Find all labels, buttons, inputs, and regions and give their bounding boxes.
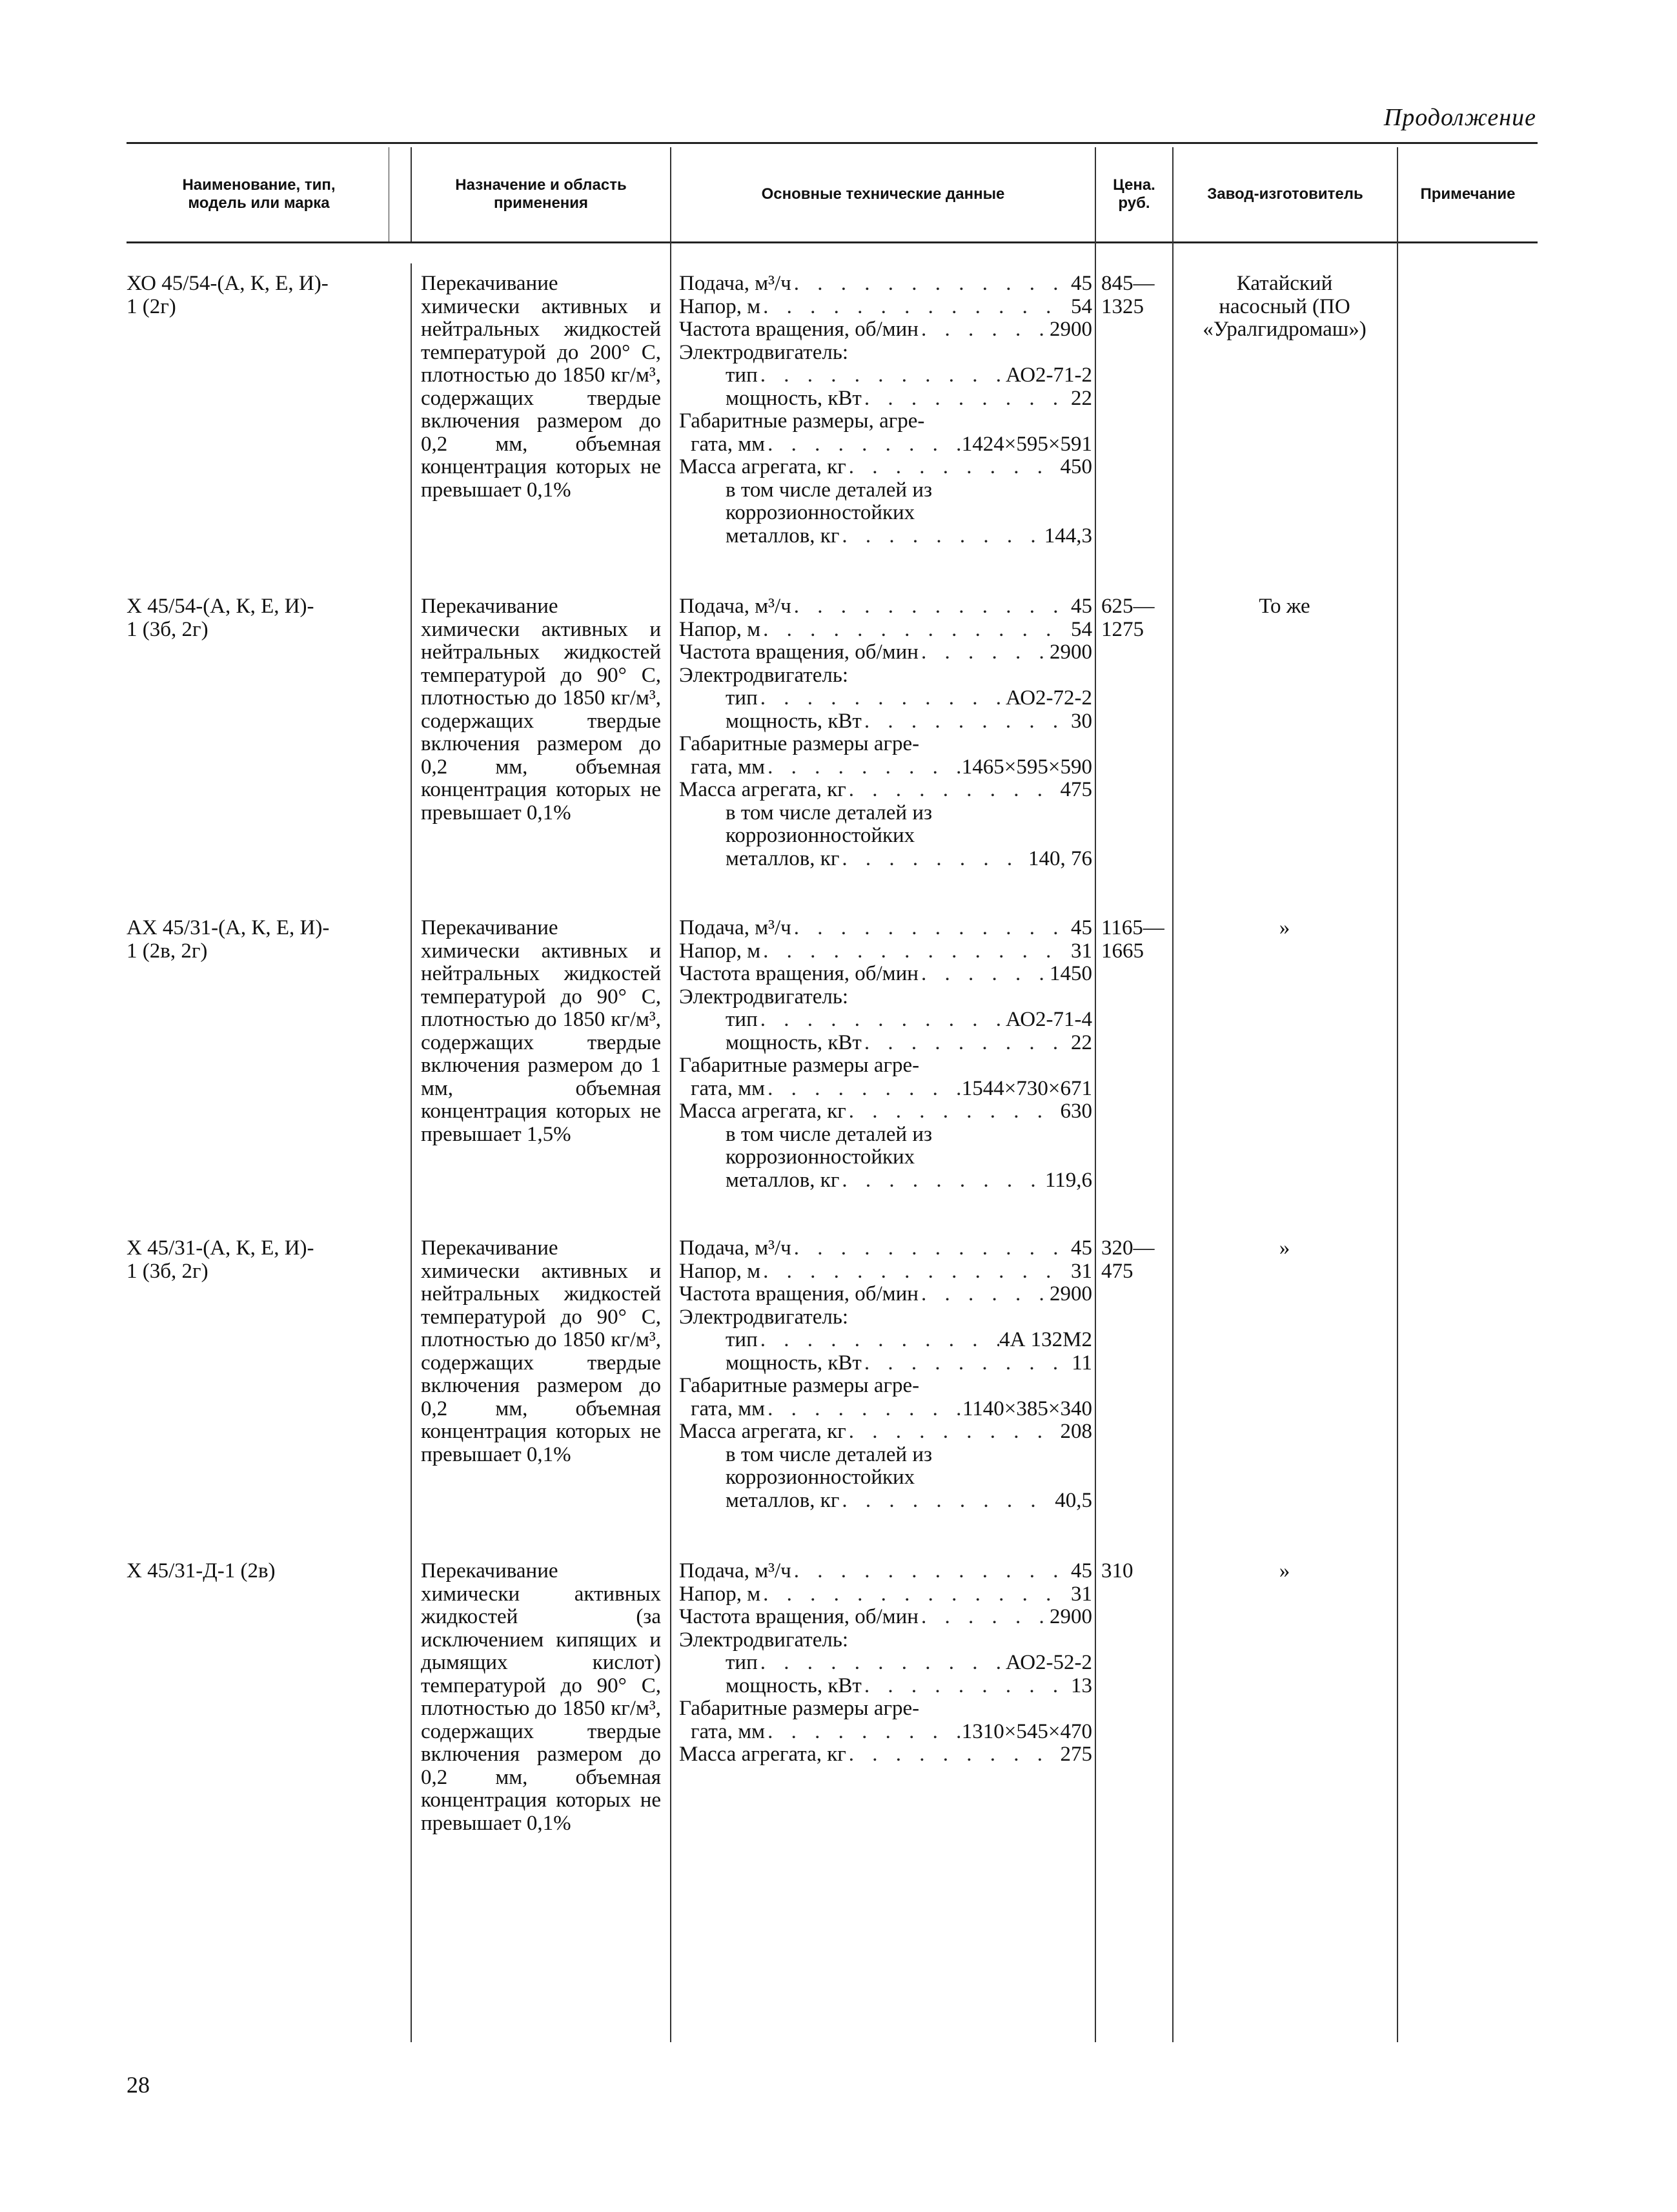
- leader-dots: [862, 710, 1071, 733]
- spec-label: Габаритные размеры агре-: [679, 1374, 920, 1397]
- leader-dots: [919, 641, 1050, 664]
- spec-line: [679, 710, 1092, 733]
- leader-dots: [758, 687, 1006, 710]
- row-4-maker: »: [1279, 1236, 1290, 1260]
- spec-line: [679, 272, 1092, 296]
- spec-value: 45: [1071, 1559, 1092, 1582]
- column-divider: [1172, 147, 1174, 2042]
- spec-value: 22: [1071, 1030, 1092, 1054]
- spec-line: [679, 1146, 1092, 1169]
- spec-label: Напор, м: [679, 1259, 761, 1283]
- spec-line: [679, 687, 1092, 710]
- spec-line: [679, 456, 1092, 479]
- spec-label: мощность, кВт: [726, 386, 862, 410]
- spec-value: 30: [1071, 709, 1092, 733]
- spec-line: [679, 1721, 1092, 1744]
- spec-label: мощность, кВт: [726, 709, 862, 733]
- column-divider: [411, 147, 412, 241]
- spec-value: 54: [1071, 294, 1092, 318]
- spec-label: в том числе деталей из: [726, 478, 933, 502]
- spec-label: металлов, кг: [726, 1488, 840, 1512]
- leader-dots: [846, 1743, 1061, 1767]
- row-5-price: 310: [1101, 1559, 1133, 1582]
- spec-line: [679, 525, 1092, 548]
- leader-dots: [760, 296, 1071, 319]
- spec-label: Электродвигатель:: [679, 663, 849, 687]
- spec-value: 1140×385×340: [962, 1397, 1092, 1420]
- row-2-maker: То же: [1259, 595, 1310, 618]
- spec-label: Подача, м³/ч: [679, 272, 791, 295]
- spec-label: Частота вращения, об/мин: [679, 640, 919, 664]
- spec-label: в том числе деталей из: [726, 1122, 933, 1146]
- spec-label: Электродвигатель:: [679, 1628, 849, 1652]
- spec-label: металлов, кг: [726, 1168, 840, 1192]
- continuation-label: Продолжение: [1383, 104, 1536, 131]
- spec-value: 475: [1060, 778, 1092, 801]
- spec-value: 2900: [1050, 318, 1092, 341]
- row-5-name: Х 45/31-Д-1 (2в): [127, 1559, 276, 1582]
- leader-dots: [765, 1398, 962, 1421]
- leader-dots: [760, 1260, 1071, 1284]
- spec-line: [679, 595, 1092, 619]
- spec-label: мощность, кВт: [726, 1674, 862, 1697]
- spec-value: 1310×545×470: [961, 1719, 1092, 1743]
- spec-label: Масса агрегата, кг: [679, 1420, 846, 1443]
- spec-line: [679, 318, 1092, 342]
- spec-value: 31: [1071, 1259, 1092, 1283]
- leader-dots: [765, 756, 962, 779]
- spec-value: 31: [1071, 1582, 1092, 1606]
- spec-value: 2900: [1050, 640, 1092, 664]
- leader-dots: [791, 917, 1071, 940]
- spec-value: 45: [1071, 272, 1092, 295]
- spec-label: Напор, м: [679, 939, 761, 963]
- spec-label: Подача, м³/ч: [679, 1559, 791, 1582]
- spec-label: металлов, кг: [726, 524, 840, 548]
- spec-value: 144,3: [1044, 524, 1092, 548]
- spec-label: Электродвигатель:: [679, 985, 849, 1009]
- spec-value: АО2-52-2: [1006, 1651, 1092, 1674]
- spec-line: [679, 479, 1092, 502]
- leader-dots: [862, 387, 1071, 411]
- row-1-price: 845— 1325: [1101, 272, 1155, 318]
- leader-dots: [839, 1490, 1055, 1513]
- spec-value: 11: [1072, 1351, 1092, 1375]
- spec-value: АО2-71-2: [1006, 364, 1092, 387]
- spec-label: коррозионностойких: [726, 824, 915, 847]
- spec-value: 1424×595×591: [961, 432, 1092, 456]
- row-2-purpose: Перекачивание химически активных и нейтральных жидкостей температурой до 90° С, плотностью до 1850 кг/м³, содержащих твердые включения размером до 0,2 мм, объемная концентрация которых не превышает 0,1%: [421, 595, 661, 824]
- leader-dots: [862, 1675, 1071, 1698]
- leader-dots: [758, 1652, 1006, 1675]
- header-price: Цена. руб.: [1113, 176, 1155, 212]
- spec-line: [679, 1352, 1092, 1375]
- table-top-rule: [127, 142, 1538, 144]
- spec-line: [679, 963, 1092, 986]
- spec-line: [679, 641, 1092, 664]
- spec-value: 208: [1060, 1420, 1092, 1443]
- spec-label: мощность, кВт: [726, 1351, 862, 1375]
- spec-line: [679, 1237, 1092, 1260]
- spec-line: [679, 1697, 1092, 1721]
- leader-dots: [839, 848, 1028, 871]
- row-4-name: Х 45/31-(А, К, Е, И)- 1 (3б, 2г): [127, 1236, 314, 1283]
- spec-line: [679, 824, 1092, 848]
- spec-line: [679, 1743, 1092, 1767]
- row-3-specs: [679, 917, 1092, 1192]
- leader-dots: [919, 963, 1050, 986]
- row-2-name: Х 45/54-(А, К, Е, И)- 1 (3б, 2г): [127, 595, 314, 641]
- spec-value: АО2-72-2: [1006, 686, 1092, 710]
- spec-line: [679, 1490, 1092, 1513]
- row-4-specs: [679, 1237, 1092, 1512]
- spec-line: [679, 1054, 1092, 1078]
- leader-dots: [765, 1078, 962, 1101]
- row-5-purpose: Перекачивание химически активных жидкостей (за исключением кипящих и дымящих кислот) температурой до 90° С, плотностью до 1850 кг/м³, содержащих твердые включения размером до 0,2 мм, объемная концентрация которых не превышает 0,1%: [421, 1559, 661, 1835]
- spec-label: тип: [726, 1651, 758, 1674]
- spec-label: Частота вращения, об/мин: [679, 1282, 919, 1306]
- spec-label: Габаритные размеры, агре-: [679, 409, 925, 433]
- spec-line: [679, 502, 1092, 525]
- spec-label: гата, мм: [691, 755, 766, 779]
- spec-label: в том числе деталей из: [726, 1442, 933, 1466]
- table-header-rule: [127, 241, 1538, 243]
- leader-dots: [760, 619, 1071, 642]
- spec-label: коррозионностойких: [726, 1145, 915, 1169]
- spec-value: 119,6: [1044, 1168, 1092, 1192]
- spec-line: [679, 1283, 1092, 1306]
- spec-line: [679, 917, 1092, 940]
- leader-dots: [846, 456, 1061, 479]
- header-specs: Основные технические данные: [761, 185, 1005, 203]
- spec-value: 140, 76: [1028, 846, 1092, 870]
- page-number: 28: [127, 2072, 150, 2098]
- spec-line: [679, 1306, 1092, 1329]
- spec-value: 2900: [1050, 1605, 1092, 1628]
- spec-line: [679, 1560, 1092, 1583]
- spec-label: Габаритные размеры агре-: [679, 1054, 920, 1077]
- spec-value: 40,5: [1055, 1488, 1092, 1512]
- spec-line: [679, 433, 1092, 456]
- spec-line: [679, 756, 1092, 779]
- row-5-maker: »: [1279, 1559, 1290, 1582]
- spec-line: [679, 848, 1092, 871]
- spec-label: Напор, м: [679, 1582, 761, 1606]
- spec-line: [679, 1032, 1092, 1055]
- spec-value: 13: [1071, 1674, 1092, 1697]
- spec-label: Частота вращения, об/мин: [679, 962, 919, 985]
- leader-dots: [758, 364, 1006, 387]
- spec-label: гата, мм: [691, 1719, 766, 1743]
- spec-line: [679, 342, 1092, 365]
- spec-label: тип: [726, 1328, 758, 1351]
- spec-label: Габаритные размеры агре-: [679, 732, 920, 755]
- spec-label: металлов, кг: [726, 846, 840, 870]
- row-4-purpose: Перекачивание химически активных и нейтральных жидкостей температурой до 90° С, плотностью до 1850 кг/м³, содержащих твердые включения размером до 0,2 мм, объемная концентрация которых не превышает 0,1%: [421, 1236, 661, 1466]
- spec-label: гата, мм: [691, 1397, 766, 1420]
- row-2-specs: [679, 595, 1092, 870]
- leader-dots: [846, 1420, 1061, 1444]
- spec-value: 31: [1071, 939, 1092, 963]
- leader-dots: [791, 595, 1071, 619]
- spec-label: коррозионностойких: [726, 1466, 915, 1489]
- header-maker: Завод-изготовитель: [1207, 185, 1363, 203]
- leader-dots: [765, 433, 962, 456]
- spec-value: 22: [1071, 386, 1092, 410]
- spec-line: [679, 802, 1092, 825]
- spec-value: 1465×595×590: [961, 755, 1092, 779]
- leader-dots: [919, 1283, 1050, 1306]
- spec-line: [679, 779, 1092, 802]
- spec-label: Электродвигатель:: [679, 1305, 849, 1329]
- spec-line: [679, 1100, 1092, 1123]
- leader-dots: [919, 318, 1050, 342]
- spec-label: тип: [726, 1008, 758, 1031]
- leader-dots: [862, 1032, 1071, 1055]
- spec-label: Частота вращения, об/мин: [679, 318, 919, 341]
- leader-dots: [760, 940, 1071, 963]
- spec-line: [679, 619, 1092, 642]
- column-divider: [1397, 147, 1398, 2042]
- leader-dots: [846, 779, 1061, 802]
- spec-label: мощность, кВт: [726, 1030, 862, 1054]
- leader-dots: [791, 1237, 1071, 1260]
- header-note: Примечание: [1420, 185, 1516, 203]
- spec-value: 450: [1060, 455, 1092, 478]
- spec-label: тип: [726, 686, 758, 710]
- spec-line: [679, 1009, 1092, 1032]
- spec-label: Напор, м: [679, 617, 761, 641]
- spec-label: Масса агрегата, кг: [679, 455, 846, 478]
- spec-label: Подача, м³/ч: [679, 916, 791, 939]
- leader-dots: [919, 1606, 1050, 1629]
- spec-line: [679, 1675, 1092, 1698]
- spec-value: 1450: [1050, 962, 1092, 985]
- row-3-purpose: Перекачивание химически активных и нейтральных жидкостей температурой до 90° С, плотностью до 1850 кг/м³, содержащих твердые включения размером до 1 мм, объемная концентрация которых не превышает 1,5%: [421, 916, 661, 1146]
- row-3-name: АХ 45/31-(А, К, Е, И)- 1 (2в, 2г): [127, 916, 330, 963]
- spec-label: Габаритные размеры агре-: [679, 1697, 920, 1720]
- leader-dots: [791, 1560, 1071, 1583]
- spec-label: Масса агрегата, кг: [679, 1100, 846, 1123]
- spec-line: [679, 387, 1092, 411]
- row-1-maker: Катайский насосный (ПО «Уралгидромаш»): [1203, 272, 1367, 341]
- row-3-price: 1165— 1665: [1101, 916, 1164, 963]
- spec-line: [679, 1652, 1092, 1675]
- spec-value: 4А 132М2: [999, 1328, 1092, 1351]
- spec-label: Подача, м³/ч: [679, 595, 791, 618]
- spec-label: гата, мм: [691, 1076, 766, 1100]
- spec-line: [679, 1420, 1092, 1444]
- spec-value: 45: [1071, 1236, 1092, 1260]
- spec-label: в том числе деталей из: [726, 801, 933, 824]
- header-purpose: Назначение и область применения: [455, 176, 627, 212]
- row-3-maker: »: [1279, 916, 1290, 939]
- spec-line: [679, 733, 1092, 756]
- spec-line: [679, 1583, 1092, 1606]
- spec-value: 2900: [1050, 1282, 1092, 1306]
- leader-dots: [862, 1352, 1072, 1375]
- leader-dots: [760, 1583, 1071, 1606]
- leader-dots: [758, 1329, 999, 1352]
- spec-line: [679, 1260, 1092, 1284]
- spec-line: [679, 1329, 1092, 1352]
- spec-label: Подача, м³/ч: [679, 1236, 791, 1260]
- spec-line: [679, 364, 1092, 387]
- column-divider: [670, 147, 671, 2042]
- header-name: Наименование, тип, модель или марка: [182, 176, 336, 212]
- spec-label: Частота вращения, об/мин: [679, 1605, 919, 1628]
- leader-dots: [839, 1169, 1045, 1193]
- spec-line: [679, 410, 1092, 433]
- spec-label: Масса агрегата, кг: [679, 1743, 846, 1766]
- spec-line: [679, 940, 1092, 963]
- row-1-specs: [679, 272, 1092, 548]
- spec-label: Электродвигатель:: [679, 340, 849, 364]
- spec-line: [679, 1375, 1092, 1398]
- row-1-purpose: Перекачивание химически активных и нейтральных жидкостей температурой до 200° С, плотностью до 1850 кг/м³, содержащих твердые включения размером до 0,2 мм, объемная концентрация которых не превышает 0,1%: [421, 272, 661, 502]
- leader-dots: [765, 1721, 962, 1744]
- spec-label: коррозионностойких: [726, 501, 915, 524]
- spec-line: [679, 1466, 1092, 1490]
- spec-line: [679, 296, 1092, 319]
- spec-value: 54: [1071, 617, 1092, 641]
- row-1-name: ХО 45/54-(А, К, Е, И)- 1 (2г): [127, 272, 329, 318]
- leader-dots: [758, 1009, 1006, 1032]
- spec-line: [679, 1629, 1092, 1652]
- spec-label: гата, мм: [691, 432, 766, 456]
- spec-label: тип: [726, 364, 758, 387]
- row-5-specs: [679, 1560, 1092, 1767]
- spec-line: [679, 1078, 1092, 1101]
- spec-value: 275: [1060, 1743, 1092, 1766]
- spec-value: АО2-71-4: [1006, 1008, 1092, 1031]
- spec-line: [679, 1606, 1092, 1629]
- spec-line: [679, 1444, 1092, 1467]
- leader-dots: [791, 272, 1071, 296]
- spec-value: 45: [1071, 595, 1092, 618]
- column-divider: [1095, 147, 1096, 2042]
- leader-dots: [846, 1100, 1061, 1123]
- spec-value: 1544×730×671: [961, 1076, 1092, 1100]
- spec-value: 45: [1071, 916, 1092, 939]
- row-4-price: 320— 475: [1101, 1236, 1155, 1283]
- leader-dots: [839, 525, 1044, 548]
- spec-line: [679, 664, 1092, 688]
- spec-line: [679, 1169, 1092, 1193]
- spec-line: [679, 1123, 1092, 1147]
- spec-line: [679, 1398, 1092, 1421]
- column-divider: [411, 263, 412, 2042]
- spec-label: Напор, м: [679, 294, 761, 318]
- spec-value: 630: [1060, 1100, 1092, 1123]
- spec-label: Масса агрегата, кг: [679, 778, 846, 801]
- spec-line: [679, 986, 1092, 1009]
- row-2-price: 625— 1275: [1101, 595, 1155, 641]
